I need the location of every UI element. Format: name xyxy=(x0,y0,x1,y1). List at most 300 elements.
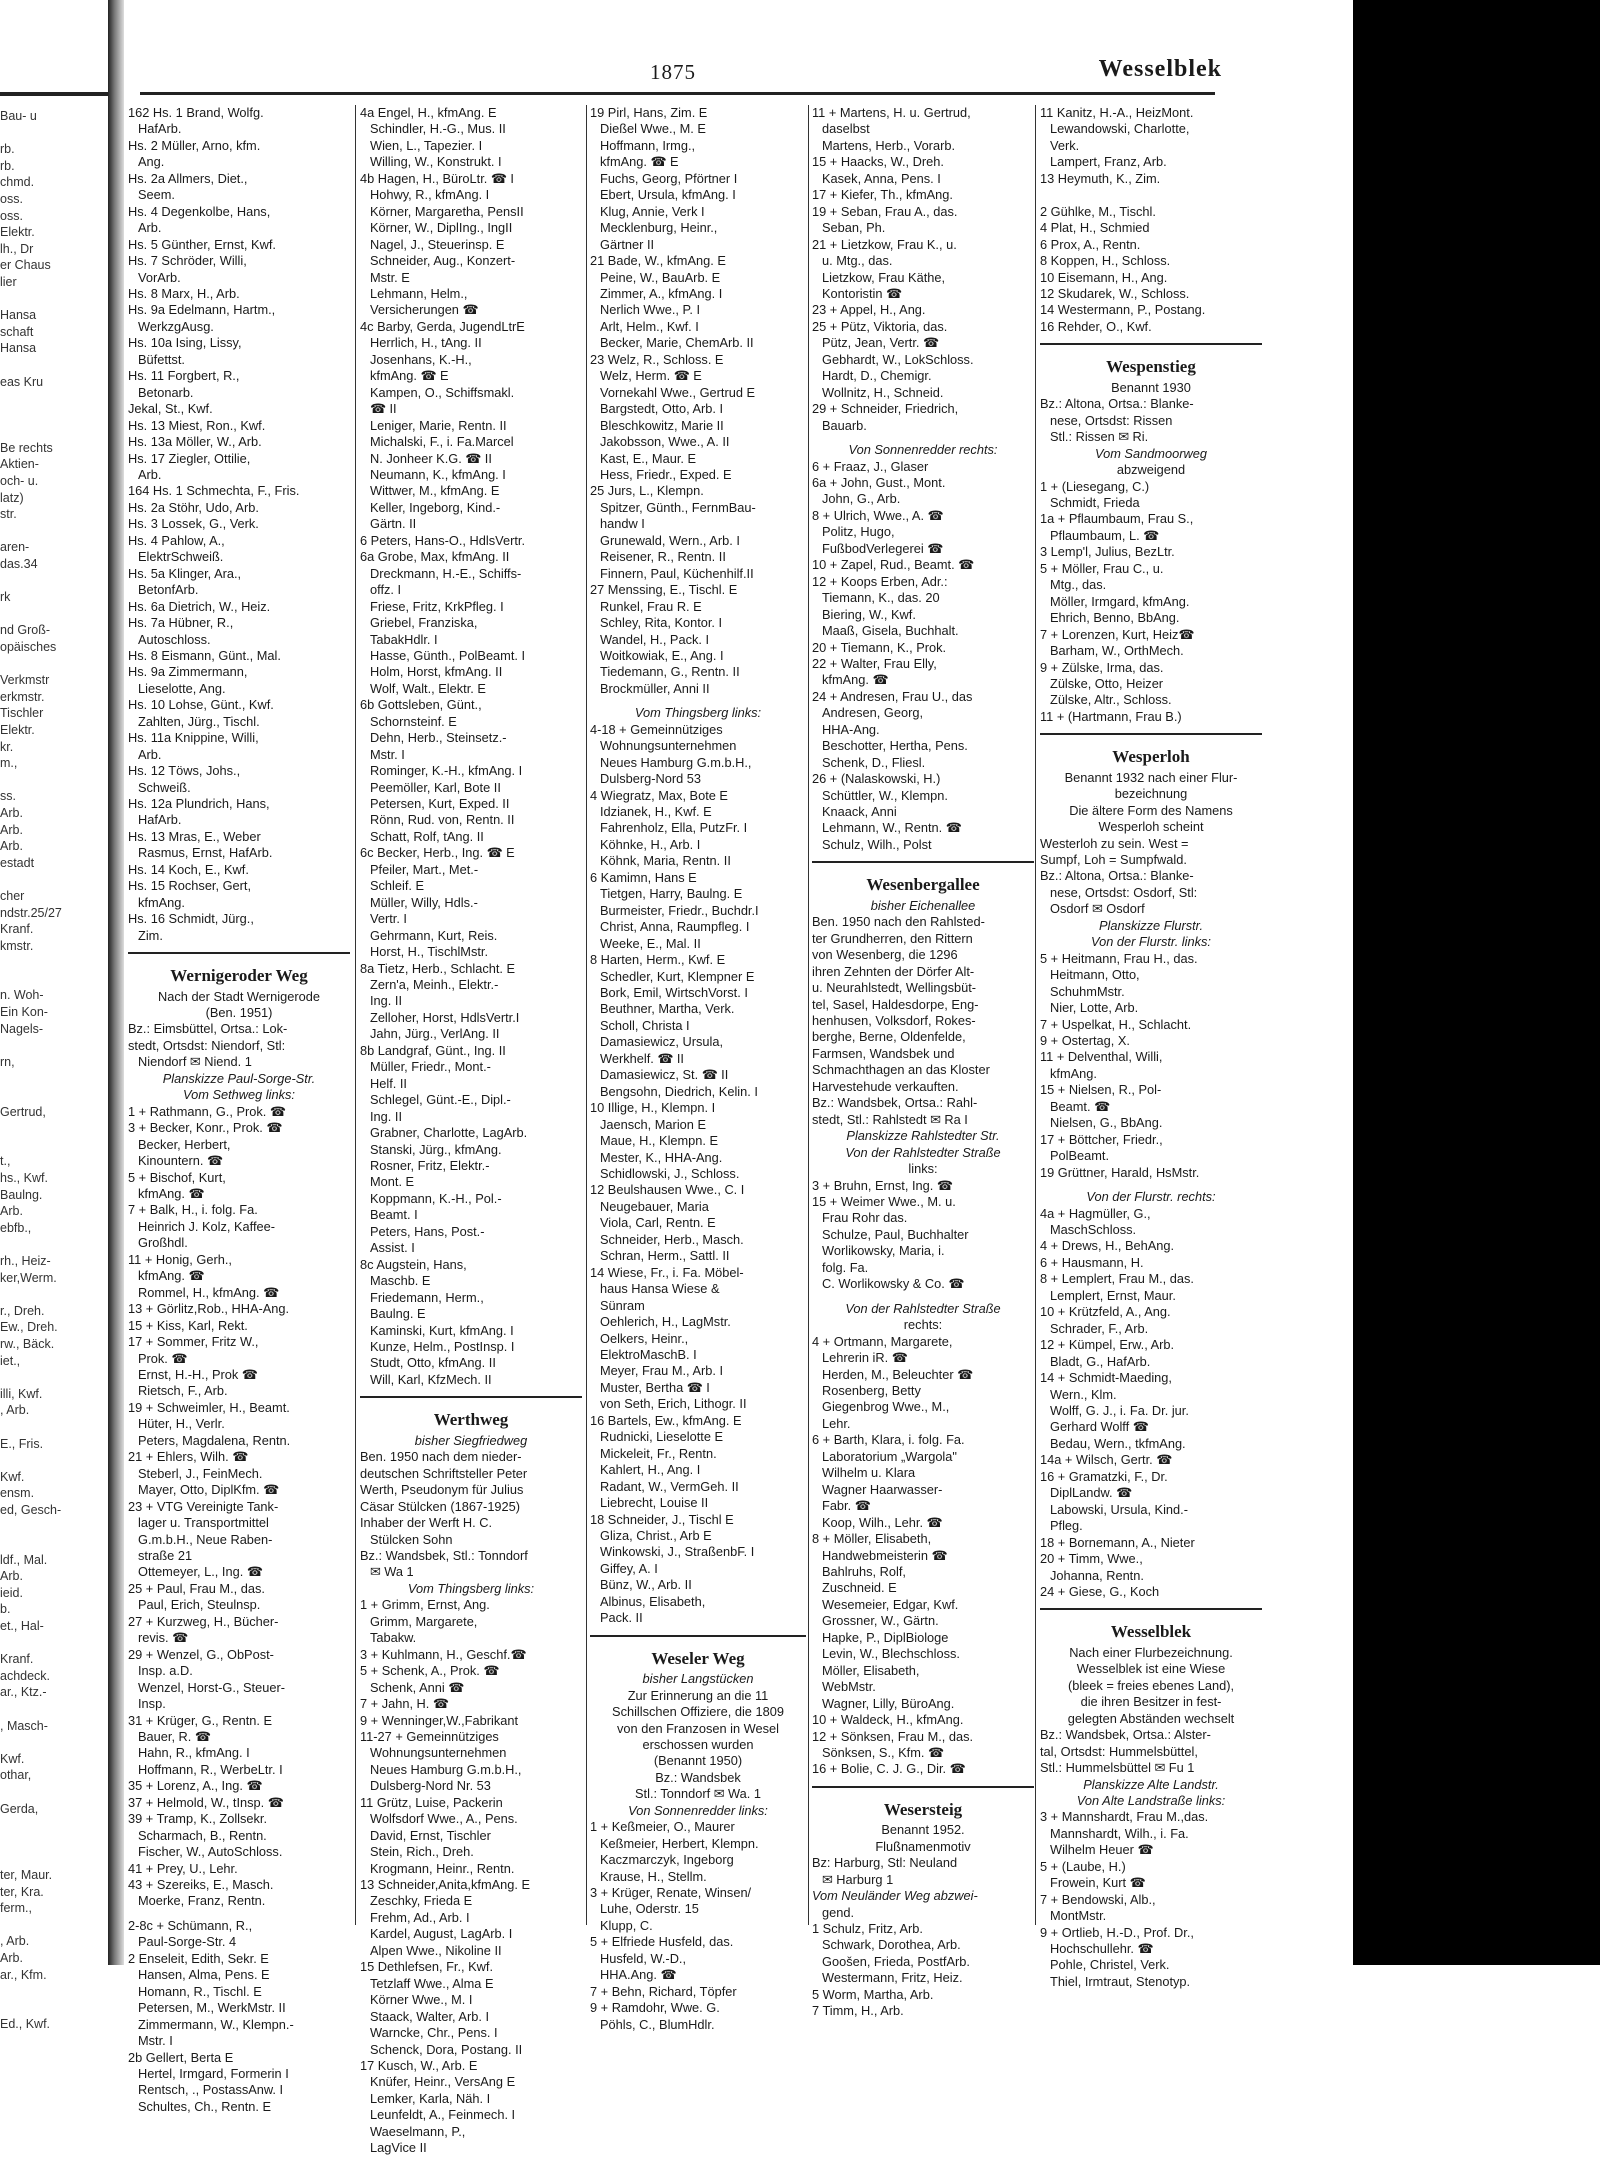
left-page-fragment xyxy=(0,1137,104,1154)
resident-entry: Goošen, Frieda, PostfArb. xyxy=(822,1953,970,1969)
resident-entry: Hoffmann, Irmg., xyxy=(600,137,696,153)
left-page-fragment: , Arb. xyxy=(0,1403,30,1418)
resident-entry: Körner, W., DiplIng., IngII xyxy=(370,220,513,236)
address-entry: henhusen, Volksdorf, Rokes- xyxy=(812,1013,976,1029)
resident-entry: Homann, R., Tischl. E xyxy=(138,1983,262,1999)
resident-entry: Ebert, Ursula, kfmAng. I xyxy=(600,187,736,203)
resident-entry: Schenck, Dora, Postang. II xyxy=(370,2041,523,2057)
running-head: Wesselblek xyxy=(1098,56,1222,82)
address-entry: 19 Grüttner, Harald, HsMstr. xyxy=(1040,1164,1200,1180)
resident-entry: VorArb. xyxy=(138,269,181,285)
address-entry: Hs. 2 Müller, Arno, kfm. xyxy=(128,137,261,153)
resident-entry: Frehm, Ad., Arb. I xyxy=(370,1909,470,1925)
resident-entry: Worlikowsky, Maria, i. xyxy=(822,1243,945,1259)
street-note: Flußnamenmotiv xyxy=(875,1838,971,1854)
section-gap xyxy=(812,1293,1034,1301)
resident-entry: Seban, Ph. xyxy=(822,220,886,236)
address-entry: 15 + Haacks, W., Dreh. xyxy=(812,154,944,170)
resident-entry: Zimmer, A., kfmAng. I xyxy=(600,285,723,301)
page-gutter-shadow xyxy=(108,0,124,1965)
resident-entry: Michalski, F., i. Fa.Marcel xyxy=(370,434,514,450)
resident-entry: ElektrSchweiß. xyxy=(138,549,224,565)
resident-entry: Rasmus, Ernst, HafArb. xyxy=(138,845,273,861)
address-entry: 4 + Drews, H., BehAng. xyxy=(1040,1238,1175,1254)
resident-entry: Tabakw. xyxy=(370,1630,417,1646)
resident-entry: Will, Karl, KfzMech. II xyxy=(370,1371,492,1387)
resident-entry: Müller, Friedr., Mont.- xyxy=(370,1059,491,1075)
resident-entry: Becker, Herbert, xyxy=(138,1136,231,1152)
address-entry: 5 + Heitmann, Frau H., das. xyxy=(1040,950,1198,966)
resident-entry: Wohnungsunternehmen xyxy=(370,1745,507,1761)
left-page-fragment: Ed., Kwf. xyxy=(0,2017,51,2032)
resident-entry: Zimmermann, W., Klempn.- xyxy=(138,2016,294,2032)
left-page-fragment: ed, Gesch- xyxy=(0,1502,62,1517)
column-rule xyxy=(1035,105,1036,1925)
resident-entry: Vornekahl Wwe., Gertrud E xyxy=(600,384,756,400)
left-page-fragment: m., xyxy=(0,756,18,771)
resident-entry: Wolf, Walt., Elektr. E xyxy=(370,680,486,696)
resident-entry: Waeselmann, P., xyxy=(370,2123,466,2139)
address-entry: 14a + Wilsch, Gertr. ☎ xyxy=(1040,1452,1173,1468)
left-page-fragment xyxy=(0,1535,104,1552)
resident-entry: Müller, Willy, Hdls.- xyxy=(370,894,478,910)
street-note: Vom Thingsberg links: xyxy=(407,1580,535,1596)
resident-entry: Lemker, Karla, Näh. I xyxy=(370,2090,491,2106)
resident-entry: Fahrenholz, Ella, PutzFr. I xyxy=(600,820,748,836)
resident-entry: nese, Ortsdst: Osdorf, Stl: xyxy=(1050,884,1198,900)
resident-entry: G.m.b.H., Neue Raben- xyxy=(138,1531,273,1547)
left-page-fragment xyxy=(0,573,104,590)
resident-entry: Kunze, Helm., PostInsp. I xyxy=(370,1338,515,1354)
header-rule xyxy=(140,92,1215,95)
resident-entry: Beamt. ☎ xyxy=(1050,1098,1111,1114)
address-entry: 10 + Waldeck, H., kfmAng. xyxy=(812,1712,964,1728)
street-note: die ihren Besitzer in fest- xyxy=(1080,1694,1222,1710)
column-rule xyxy=(586,105,587,1925)
resident-entry: Andresen, Georg, xyxy=(822,705,924,721)
resident-entry: Leunfeldt, A., Feinmech. I xyxy=(370,2107,516,2123)
resident-entry: Nier, Lotte, Arb. xyxy=(1050,1000,1139,1016)
left-page-fragment: kmstr. xyxy=(0,938,34,953)
resident-entry: Bleschkowitz, Marie II xyxy=(600,417,724,433)
resident-entry: Schindler, H.-G., Mus. II xyxy=(370,121,506,137)
resident-entry: FußbodVerlegerei ☎ xyxy=(822,540,944,556)
address-entry: 7 Timm, H., Arb. xyxy=(812,2003,904,2019)
address-entry: 39 + Tramp, K., Zollsekr. xyxy=(128,1811,268,1827)
resident-entry: Alpen Wwe., Nikoline II xyxy=(370,1942,502,1958)
left-page-fragment: Nagels- xyxy=(0,1021,44,1036)
resident-entry: Lemplert, Ernst, Maur. xyxy=(1050,1287,1176,1303)
resident-entry: Lehrerin iR. ☎ xyxy=(822,1350,908,1366)
resident-entry: Prok. ☎ xyxy=(138,1350,188,1366)
address-entry: stedt, Ortsdst: Niendorf, Stl: xyxy=(128,1037,286,1053)
resident-entry: Dulsberg-Nord Nr. 53 xyxy=(370,1778,491,1794)
address-entry: tal, Ortsdst: Hummelsbüttel, xyxy=(1040,1743,1198,1759)
left-page-fragment xyxy=(0,1734,104,1751)
resident-entry: Stein, Rich., Dreh. xyxy=(370,1844,474,1860)
resident-entry: Steberl, J., FeinMech. xyxy=(138,1465,263,1481)
resident-entry: Krause, H., Stellm. xyxy=(600,1868,707,1884)
resident-entry: haus Hansa Wiese & xyxy=(600,1281,720,1297)
resident-entry: Jaensch, Marion E xyxy=(600,1116,706,1132)
address-entry: 12 + Koops Erben, Adr.: xyxy=(812,573,948,589)
address-entry: 1 + Keßmeier, O., Maurer xyxy=(590,1819,735,1835)
resident-entry: Barham, W., OrthMech. xyxy=(1050,643,1184,659)
resident-entry: Insp. a.D. xyxy=(138,1663,193,1679)
resident-entry: Spitzer, Günth., FernmBau- xyxy=(600,499,756,515)
address-entry: ihren Zehnten der Dörfer Alt- xyxy=(812,963,975,979)
resident-entry: Körner, Margaretha, PensII xyxy=(370,203,524,219)
left-page-fragment: aren- xyxy=(0,540,30,555)
resident-entry: Baulng. E xyxy=(370,1306,426,1322)
resident-entry: kfmAng. ☎ E xyxy=(600,154,679,170)
address-entry: Hs. 12 Töws, Johs., xyxy=(128,763,241,779)
address-entry: Hs. 9a Edelmann, Hartm., xyxy=(128,302,276,318)
resident-entry: Schran, Herm., Sattl. II xyxy=(600,1248,730,1264)
resident-entry: Johanna, Rentn. xyxy=(1050,1567,1144,1583)
address-entry: Hs. 11a Knippine, Willi, xyxy=(128,730,259,746)
left-page-fragment: kr. xyxy=(0,739,14,754)
resident-entry: Nerlich Wwe., P. I xyxy=(600,302,701,318)
resident-entry: Fischer, W., AutoSchloss. xyxy=(138,1844,283,1860)
address-entry: Sumpf, Loh = Sumpfwald. xyxy=(1040,852,1187,868)
address-entry: 4 Wiegratz, Max, Bote E xyxy=(590,787,728,803)
left-page-fragment: Elektr. xyxy=(0,225,35,240)
address-entry: 5 + Möller, Frau C., u. xyxy=(1040,560,1164,576)
street-heading: Wespenstieg xyxy=(1040,343,1262,379)
resident-entry: Arb. xyxy=(138,466,162,482)
resident-entry: kfmAng. ☎ xyxy=(138,1186,205,1201)
resident-entry: Weeke, E., Mal. II xyxy=(600,935,701,951)
left-page-fragment: ndstr.25/27 xyxy=(0,905,62,920)
left-page-fragment: Arb. xyxy=(0,1950,23,1965)
left-page-fragment: r., Dreh. xyxy=(0,1303,45,1318)
resident-entry: Zülske, Altr., Schloss. xyxy=(1050,692,1172,708)
address-entry: 16 Rehder, O., Kwf. xyxy=(1040,318,1152,334)
resident-entry: Ottemeyer, L., Ing. ☎ xyxy=(138,1564,263,1580)
resident-entry: Albinus, Elisabeth, xyxy=(600,1593,706,1609)
address-entry: 6 Peters, Hans-O., HdlsVertr. xyxy=(360,532,525,548)
address-entry: 6a + John, Gust., Mont. xyxy=(812,474,946,490)
resident-entry: Runkel, Frau R. E xyxy=(600,598,702,614)
resident-entry: Holm, Horst, kfmAng. II xyxy=(370,664,503,680)
resident-entry: Josenhans, K.-H., xyxy=(370,351,472,367)
resident-entry: Arb. xyxy=(138,746,162,762)
street-note: Von der Rahlstedter Straße xyxy=(845,1144,1001,1160)
resident-entry: Welz, Herm. ☎ E xyxy=(600,368,702,384)
left-page-fragment: lh., Dr xyxy=(0,241,34,256)
page-header xyxy=(0,56,1340,86)
resident-entry: Bargstedt, Otto, Arb. I xyxy=(600,401,724,417)
street-note: bisher Langstücken xyxy=(642,1671,754,1687)
resident-entry: Tiemann, K., das. 20 xyxy=(822,590,940,606)
resident-entry: Tietgen, Harry, Baulng. E xyxy=(600,886,743,902)
resident-entry: Rominger, K.-H., kfmAng. I xyxy=(370,763,523,779)
resident-entry: Hahn, R., kfmAng. I xyxy=(138,1745,250,1761)
address-entry: Bz.: Altona, Ortsa.: Blanke- xyxy=(1040,868,1194,884)
resident-entry: Wollnitz, H., Schneid. xyxy=(822,384,944,400)
address-entry: Cäsar Stülcken (1867-1925) xyxy=(360,1498,521,1514)
address-entry: 7 + Bendowski, Alb., xyxy=(1040,1891,1156,1907)
resident-entry: Keßmeier, Herbert, Klempn. xyxy=(600,1835,759,1851)
resident-entry: Jahn, Jürg., VerlAng. II xyxy=(370,1026,500,1042)
address-entry: Ben. 1950 nach dem nieder- xyxy=(360,1449,522,1465)
address-entry: 7 + Lorenzen, Kurt, Heiz☎ xyxy=(1040,626,1195,642)
resident-entry: Schweiß. xyxy=(138,779,191,795)
left-page-fragment: oss. xyxy=(0,208,23,223)
resident-entry: Hertel, Irmgard, Formerin I xyxy=(138,2066,289,2082)
street-note: bezeichnung xyxy=(1114,786,1188,802)
resident-entry: Grossner, W., Gärtn. xyxy=(822,1613,939,1629)
street-note: Benannt 1932 nach einer Flur- xyxy=(1064,769,1238,785)
street-heading: Wesselblek xyxy=(1040,1608,1262,1644)
resident-entry: Studt, Otto, kfmAng. II xyxy=(370,1355,496,1371)
resident-entry: MaschSchloss. xyxy=(1050,1222,1137,1237)
resident-entry: Mtg., das. xyxy=(1050,577,1107,593)
street-note: Vom Sethweg links: xyxy=(183,1087,295,1103)
resident-entry: Mont. E xyxy=(370,1174,415,1190)
address-entry: 3 + Becker, Konr., Prok. ☎ xyxy=(128,1120,283,1136)
resident-entry: Griebel, Franziska, xyxy=(370,615,478,631)
resident-entry: Zeschky, Frieda E xyxy=(370,1893,473,1909)
address-entry: 20 + Timm, Wwe., xyxy=(1040,1551,1143,1567)
resident-entry: Moerke, Franz, Rentn. xyxy=(138,1893,266,1909)
resident-entry: Grabner, Charlotte, LagArb. xyxy=(370,1125,528,1141)
address-entry: Hs. 10 Lohse, Günt., Kwf. xyxy=(128,697,274,713)
street-heading: Weseler Weg xyxy=(590,1635,806,1671)
resident-entry: Maaß, Gisela, Buchhalt. xyxy=(822,623,959,639)
address-entry: 4 Plat, H., Schmied xyxy=(1040,220,1150,236)
resident-entry: Schüttler, W., Klempn. xyxy=(822,787,948,803)
resident-entry: Rentsch, ., PostassAnw. I xyxy=(138,2082,284,2098)
address-entry: 23 + VTG Vereinigte Tank- xyxy=(128,1498,279,1514)
resident-entry: Husfeld, W.-D., xyxy=(600,1950,687,1966)
address-entry: 6c Becker, Herb., Ing. ☎ E xyxy=(360,845,515,861)
resident-entry: David, Ernst, Tischler xyxy=(370,1827,491,1843)
resident-entry: Bladt, G., HafArb. xyxy=(1050,1353,1151,1369)
resident-entry: Arb. xyxy=(138,220,162,236)
resident-entry: Hohwy, R., kfmAng. I xyxy=(370,187,490,203)
street-note: Nach einer Flurbezeichnung. xyxy=(1069,1644,1233,1660)
resident-entry: Scholl, Christa I xyxy=(600,1017,690,1033)
left-page-fragment: et., Hal- xyxy=(0,1619,44,1634)
address-entry: 4a Engel, H., kfmAng. E xyxy=(360,105,497,120)
resident-entry: Christ, Anna, Raumpfleg. I xyxy=(600,919,750,935)
left-page-fragment: lier xyxy=(0,274,17,289)
resident-entry: Fuchs, Georg, Pförtner I xyxy=(600,170,738,186)
left-page-fragment: , Masch- xyxy=(0,1718,48,1733)
left-page-fragment xyxy=(0,523,104,540)
resident-entry: Ernst, H.-H., Prok ☎ xyxy=(138,1366,258,1382)
resident-entry: Finnern, Paul, Küchenhilf.II xyxy=(600,565,754,581)
resident-entry: Lieselotte, Ang. xyxy=(138,680,226,696)
left-page-fragment: Gerda, xyxy=(0,1801,39,1816)
address-entry: 17 + Böttcher, Friedr., xyxy=(1040,1131,1163,1147)
street-note: gelegten Abständen wechselt xyxy=(1067,1710,1235,1726)
street-note: (bleek = freies ebenes Land), xyxy=(1067,1677,1235,1693)
left-page-fragment: , Arb. xyxy=(0,1934,30,1949)
left-page-fragment: ferm., xyxy=(0,1901,32,1916)
resident-entry: Beamt. I xyxy=(370,1207,418,1223)
resident-entry: lager u. Transportmittel xyxy=(138,1515,269,1531)
left-page-fragment: chmd. xyxy=(0,175,35,190)
resident-entry: Bauarb. xyxy=(822,417,867,433)
left-page-fragment xyxy=(0,1817,104,1834)
resident-entry: Tiedemann, G., Rentn. II xyxy=(600,664,740,680)
address-entry: Hs. 15 Rochser, Gert, xyxy=(128,878,252,894)
resident-entry: Hochschullehr. ☎ xyxy=(1050,1941,1154,1957)
address-entry: 13 Heymuth, K., Zim. xyxy=(1040,170,1161,186)
section-gap xyxy=(128,1910,350,1918)
resident-entry: Herden, M., Beleuchter ☎ xyxy=(822,1366,974,1382)
resident-entry: Hardt, D., Chemigr. xyxy=(822,368,932,384)
resident-entry: Köhnk, Maria, Rentn. II xyxy=(600,853,731,869)
resident-entry: Wenzel, Horst-G., Steuer- xyxy=(138,1679,285,1695)
resident-entry: Wern., Klm. xyxy=(1050,1386,1117,1402)
resident-entry: Knaack, Anni xyxy=(822,804,897,820)
address-entry: 20 + Tiemann, K., Prok. xyxy=(812,639,947,655)
resident-entry: Schatt, Rolf, tAng. II xyxy=(370,828,484,844)
address-entry: Hs. 8 Eismann, Günt., Mal. xyxy=(128,647,281,663)
resident-entry: Bahlruhs, Rolf, xyxy=(822,1563,906,1579)
address-entry: 15 Dethlefsen, Fr., Kwf. xyxy=(360,1959,494,1975)
left-page-fragment: Gertrud, xyxy=(0,1104,46,1119)
resident-entry: kfmAng. xyxy=(138,894,185,910)
resident-entry: Pfleg. xyxy=(1050,1518,1083,1534)
resident-entry: Rosenberg, Betty xyxy=(822,1382,921,1398)
resident-entry: kfmAng. xyxy=(1050,1065,1097,1081)
resident-entry: ✉ Wa 1 xyxy=(370,1564,414,1580)
column-rule xyxy=(808,105,809,1925)
resident-entry: SchuhmMstr. xyxy=(1050,983,1125,999)
left-page-fragment xyxy=(0,1120,104,1137)
street-note: Planskizze Paul-Sorge-Str. xyxy=(162,1070,316,1086)
resident-entry: Paul-Sorge-Str. 4 xyxy=(138,1934,237,1950)
address-entry: 8 + Ulrich, Wwe., A. ☎ xyxy=(812,507,944,523)
address-entry: 7 + Behn, Richard, Töpfer xyxy=(590,1983,737,1999)
left-page-fragment xyxy=(0,1452,104,1469)
resident-entry: gend. xyxy=(822,1904,855,1920)
address-entry: 29 + Schneider, Friedrich, xyxy=(812,401,959,417)
address-entry: 43 + Szereiks, E., Masch. xyxy=(128,1877,274,1893)
address-entry: 5 + Schenk, A., Prok. ☎ xyxy=(360,1663,500,1679)
address-entry: 24 + Andresen, Frau U., das xyxy=(812,688,973,704)
address-entry: Inhaber der Werft H. C. xyxy=(360,1515,493,1531)
left-page-fragment: Arb. xyxy=(0,1204,23,1219)
address-entry: u. Neurahlstedt, Wellingsbüt- xyxy=(812,980,977,996)
resident-entry: kfmAng. ☎ E xyxy=(370,368,449,384)
resident-entry: Meyer, Frau M., Arb. I xyxy=(600,1363,724,1379)
resident-entry: Oelkers, Heinr., xyxy=(600,1330,689,1346)
address-entry: 8 Koppen, H., Schloss. xyxy=(1040,253,1171,269)
left-page-fragment: rn, xyxy=(0,1054,15,1069)
left-page-fragment: rb. xyxy=(0,142,15,157)
resident-entry: Winkowski, J., StraßenbF. I xyxy=(600,1544,755,1560)
resident-entry: WebMstr. xyxy=(822,1679,876,1695)
address-entry: 9 + Ostertag, X. xyxy=(1040,1033,1130,1049)
address-entry: Hs. 13 Mras, E., Weber xyxy=(128,828,261,844)
resident-entry: Schidlowski, J., Schloss. xyxy=(600,1166,740,1181)
left-page-fragment: och- u. xyxy=(0,474,39,489)
left-page-fragment: eas Kru xyxy=(0,374,44,389)
scan-black-border xyxy=(1353,0,1600,1965)
left-page-fragment xyxy=(0,291,104,308)
address-entry: 17 + Kiefer, Th., kfmAng. xyxy=(812,187,953,203)
street-note: Planskizze Rahlstedter Str. xyxy=(846,1128,1000,1144)
resident-entry: Hoffmann, R., WerbeLtr. I xyxy=(138,1761,283,1777)
address-entry: 13 + Görlitz,Rob., HHA-Ang. xyxy=(128,1301,290,1317)
resident-entry: BetonfArb. xyxy=(138,582,199,598)
address-entry: von Wesenberg, die 1296 xyxy=(812,947,958,963)
resident-entry: Lietzkow, Frau Käthe, xyxy=(822,269,946,285)
left-page-fragment: Kwf. xyxy=(0,1751,25,1766)
resident-entry: Stülcken Sohn xyxy=(370,1531,453,1547)
address-entry: 162 Hs. 1 Brand, Wolfg. xyxy=(128,105,264,120)
resident-entry: Warncke, Chr., Pens. I xyxy=(370,2025,498,2041)
resident-entry: Schleif. E xyxy=(370,878,425,894)
resident-entry: Ing. II xyxy=(370,993,403,1009)
address-entry: 2-8c + Schümann, R., xyxy=(128,1917,253,1933)
resident-entry: Helf. II xyxy=(370,1075,407,1091)
address-entry: Hs. 7 Schröder, Willi, xyxy=(128,253,247,269)
resident-entry: ✉ Harburg 1 xyxy=(822,1871,894,1887)
street-note: Wesperloh scheint xyxy=(1098,819,1204,835)
left-page-fragment xyxy=(0,1701,104,1718)
left-page-fragment xyxy=(0,1635,104,1652)
address-entry: Hs. 6a Dietrich, W., Heiz. xyxy=(128,598,271,614)
resident-entry: Giffey, A. I xyxy=(600,1560,658,1576)
left-page-fragment: ar., Kfm. xyxy=(0,1967,47,1982)
resident-entry: Kampen, O., Schiffsmakl. xyxy=(370,384,515,400)
address-entry: 1 + (Liesegang, C.) xyxy=(1040,478,1150,494)
resident-entry: Bauer, R. ☎ xyxy=(138,1728,211,1744)
street-heading: Wernigeroder Weg xyxy=(128,952,350,988)
resident-entry: Mickeleit, Fr., Rentn. xyxy=(600,1445,717,1461)
street-note: (Benannt 1950) xyxy=(653,1753,743,1769)
resident-entry: Koop, Wilh., Lehr. ☎ xyxy=(822,1514,943,1530)
address-entry: 29 + Wenzel, G., ObPost- xyxy=(128,1646,274,1662)
resident-entry: Osdorf ✉ Osdorf xyxy=(1050,901,1145,917)
left-page-fragment xyxy=(0,954,104,971)
resident-entry: Zuschneid. E xyxy=(822,1580,897,1596)
address-entry: 9 + Zülske, Irma, das. xyxy=(1040,659,1164,675)
resident-entry: Wagner Haarwasser- xyxy=(822,1481,943,1497)
resident-entry: kfmAng. ☎ xyxy=(822,672,889,688)
resident-entry: Damasiewicz, Ursula, xyxy=(600,1034,724,1050)
address-entry: 11-27 + Gemeinnütziges xyxy=(360,1728,499,1744)
directory-column-2 xyxy=(360,105,582,2157)
left-page-fragment xyxy=(0,772,104,789)
address-entry: berghe, Berne, Oldenfelde, xyxy=(812,1029,966,1045)
address-entry: Hs. 5 Günther, Ernst, Kwf. xyxy=(128,236,276,252)
resident-entry: Beuthner, Martha, Verk. xyxy=(600,1001,735,1017)
address-entry: Hs. 12a Plundrich, Hans, xyxy=(128,796,270,812)
resident-entry: Tetzlaff Wwe., Alma E xyxy=(370,1975,494,1991)
address-entry: Hs. 2a Stöhr, Udo, Arb. xyxy=(128,499,259,515)
resident-entry: Arlt, Helm., Kwf. I xyxy=(600,318,699,334)
address-entry: 8a Tietz, Herb., Schlacht. E xyxy=(360,960,516,976)
left-page-fragment: t., xyxy=(0,1154,11,1169)
left-page-fragment xyxy=(0,1518,104,1535)
left-page-fragment xyxy=(0,606,104,623)
resident-entry: Kaminski, Kurt, kfmAng. I xyxy=(370,1322,514,1338)
resident-entry: DiplLandw. ☎ xyxy=(1050,1485,1133,1501)
address-entry: Hs. 14 Koch, E., Kwf. xyxy=(128,861,249,877)
resident-entry: Pack. II xyxy=(600,1610,643,1626)
address-entry: 14 Wiese, Fr., i. Fa. Möbel- xyxy=(590,1264,744,1280)
address-entry: ter Grundherren, den Rittern xyxy=(812,930,973,946)
address-entry: Jekal, St., Kwf. xyxy=(128,401,213,417)
